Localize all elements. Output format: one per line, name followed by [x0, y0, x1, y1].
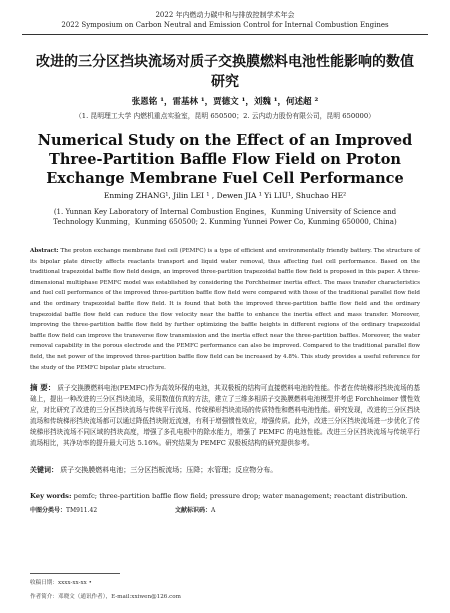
- classification-code: TM911.42: [66, 507, 98, 514]
- keywords-cn: [30, 465, 420, 475]
- classification-line: [30, 505, 420, 514]
- classification-code-label: 中图分类号：: [30, 507, 67, 514]
- keywords-en-text: pemfc; three-partition baffle flow field; pressure drop; water management; reactant distribution.: [73, 492, 408, 500]
- keywords-en: [30, 492, 425, 500]
- abstract-cn: [30, 383, 420, 448]
- abstract-en-text: The proton exchange membrane fuel cell (PEMFC) is a type of efficient and environmentally friendly battery. The structure of its bipolar plate directly affects reactants transport and liquid water removal, thus affecting fuel cell performance. Based on the traditional trapezoidal baffle flow field design, an improved three-partition trapezoidal baffle flow field is proposed in this paper. A three-dimensional multiphase PEMFC model was established by considering the Forchheimer inertia effect. The mass transfer characteristics and fuel cell performance of the improved three-partition baffle flow field were compared with those of the traditional parallel flow field and the ordinary trapezoidal baffle flow field. It is found that both the improved three-partition baffle flow field and the ordinary trapezoidal baffle flow field can reduce the flow velocity near the baffle to enhance the inertia effect and mass transfer. Moreover, improving the three-partition baffle flow field by further optimizing the baffle heights in different regions of the ordinary trapezoidal baffle flow field can improve the transverse flow transmission and the inertia effect near the three-partition baffles. Moreover, the water removal capability in the porous electrode and the PEMFC performance can also be improved. Compared to the traditional parallel flow field, the net power of the improved three-partition baffle flow field can be increased by 4.8%. This study provides a useful reference for the study of the PEMFC bipolar plate structure.: [30, 248, 420, 371]
- affiliation-cn: （1. 昆明理工大学 内燃机重点实验室，昆明 650500；2. 云内动力股份有限公司，昆明 650000）: [75, 112, 375, 120]
- footnote-divider: [30, 573, 120, 574]
- affiliation-en: (1. Yunnan Key Laboratory of Internal Combustion Engines，Kunming University of Science and Technology Kunming，Kunming 650500; 2. Kunming Yunnei Power Co, Kunming 650000, China): [53, 208, 397, 226]
- conference-header: [0, 10, 450, 30]
- keywords-cn-label: 关键词：: [30, 465, 58, 474]
- keywords-en-label: Key words:: [30, 492, 72, 500]
- title-cn: 改进的三分区挡块流场对质子交换膜燃料电池性能影响的数值研究: [36, 54, 414, 90]
- keywords-cn-text: 质子交换膜燃料电池；三分区挡板流场；压降；水管理；反应物分布。: [60, 466, 278, 474]
- abstract-cn-label: 摘 要：: [30, 383, 56, 392]
- document-code-block: [175, 505, 215, 514]
- authors-en: Enming ZHANG¹, Jilin LEI ¹ , Dewen JIA ¹ Yi LIU¹, Shuchao HE²: [103, 191, 347, 200]
- document-code-label: 文献标识码：: [175, 507, 212, 514]
- header-divider: [22, 34, 428, 35]
- abstract-en: [30, 246, 420, 373]
- conference-name-en: 2022 Symposium on Carbon Neutral and Emission Control for Internal Combustion Engines: [61, 21, 389, 29]
- abstract-cn-text: 质子交换膜燃料电池(PEMFC)作为高效环保的电池，其双极板的结构可直接燃料电池的性能。作者在传统梯形挡块流场的基础上，提出一种改进的三分区挡块流场，采用数值仿真的方法，建立了三维多相质子交换膜燃料电池模型并考虑 Forchheimer 惯性效应，对比研究了改进的三分区挡块流场与传统平行流场、传统梯形挡块流场的传质特性和燃料电池性能。研究发现，改进的三分区挡块流场和传统梯形挡块流场都可以通过降低挡块附近流速，有利于增强惯性效应，增强传质。此外，改进三分区挡块流场进一步优化了传统梯形挡块流场不同区域的挡块高度，增强了多孔电极中的除水能力，增强了 PEMFC 的电池性能。改进三分区挡块流场与传统平行流场相比，其净功率的提升最大可达 5.16%。研究结果为 PEMFC 双极板结构的研究提供参考。: [30, 384, 420, 447]
- footnote-author: 作者简介：邓晓文（通讯作者），E-mail:xxiwen@126.com: [30, 594, 181, 600]
- title-en: Numerical Study on the Effect of an Improved Three-Partition Baffle Flow Field on Proton Exchange Membrane Fuel Cell Performance: [37, 132, 413, 187]
- conference-name-cn: 2022 年内燃动力碳中和与排放控制学术年会: [155, 11, 295, 19]
- authors-cn: 张恩铭 ¹，雷基林 ¹，贾德文 ¹，刘魏 ¹，何述超 ²: [131, 97, 319, 107]
- abstract-en-label: Abstract:: [30, 248, 59, 254]
- document-code: A: [211, 507, 216, 514]
- footnote-received: 收稿日期：xxxx-xx-xx •: [30, 580, 92, 586]
